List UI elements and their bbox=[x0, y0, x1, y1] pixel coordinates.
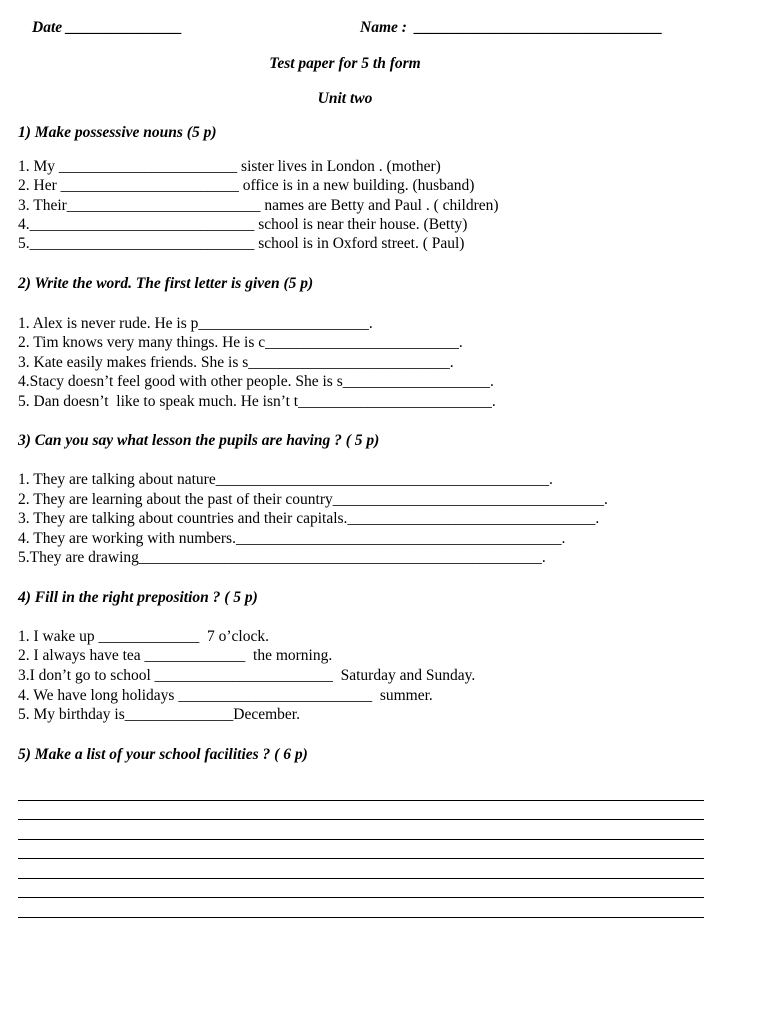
section-1-heading: 1) Make possessive nouns (5 p) bbox=[18, 124, 217, 141]
section-1-item-5: 5._____________________________ school is in Oxford street. ( Paul) bbox=[18, 235, 465, 252]
section-4-item-5: 5. My birthday is______________December. bbox=[18, 706, 300, 723]
section-2-item-4: 4.Stacy doesn’t feel good with other people. She is s___________________. bbox=[18, 373, 494, 390]
section-4-heading: 4) Fill in the right preposition ? ( 5 p) bbox=[18, 589, 258, 606]
answer-line bbox=[18, 839, 704, 840]
section-3-item-4: 4. They are working with numbers.__________________________________________. bbox=[18, 530, 566, 547]
section-4-item-4: 4. We have long holidays _________________________ summer. bbox=[18, 687, 433, 704]
section-2-item-2: 2. Tim knows very many things. He is c_________________________. bbox=[18, 334, 463, 351]
section-3-heading: 3) Can you say what lesson the pupils are having ? ( 5 p) bbox=[18, 432, 380, 449]
section-4-item-1: 1. I wake up _____________ 7 o’clock. bbox=[18, 628, 269, 645]
page-title: Test paper for 5 th form bbox=[269, 55, 421, 72]
section-2-item-1: 1. Alex is never rude. He is p______________________. bbox=[18, 315, 373, 332]
section-4-item-3: 3.I don’t go to school _______________________ Saturday and Sunday. bbox=[18, 667, 476, 684]
answer-line bbox=[18, 858, 704, 859]
section-3-item-3: 3. They are talking about countries and their capitals.________________________________. bbox=[18, 510, 600, 527]
section-3-item-2: 2. They are learning about the past of their country___________________________________. bbox=[18, 491, 608, 508]
section-3-item-1: 1. They are talking about nature___________________________________________. bbox=[18, 471, 553, 488]
answer-line bbox=[18, 800, 704, 801]
answer-line bbox=[18, 897, 704, 898]
section-3-item-5: 5.They are drawing____________________________________________________. bbox=[18, 549, 546, 566]
section-1-item-2: 2. Her _______________________ office is in a new building. (husband) bbox=[18, 177, 475, 194]
section-2-item-5: 5. Dan doesn’t like to speak much. He isn’t t_________________________. bbox=[18, 393, 496, 410]
section-1-item-3: 3. Their_________________________ names are Betty and Paul . ( children) bbox=[18, 197, 499, 214]
answer-line bbox=[18, 917, 704, 918]
name-field: Name : ________________________________ bbox=[360, 19, 663, 36]
date-field: Date _______________ bbox=[32, 19, 183, 36]
page-subtitle: Unit two bbox=[317, 90, 373, 107]
answer-line bbox=[18, 819, 704, 820]
section-5-heading: 5) Make a list of your school facilities ? ( 6 p) bbox=[18, 746, 308, 763]
section-1-item-4: 4._____________________________ school is near their house. (Betty) bbox=[18, 216, 468, 233]
answer-line bbox=[18, 878, 704, 879]
section-4-item-2: 2. I always have tea _____________ the morning. bbox=[18, 647, 333, 664]
section-2-item-3: 3. Kate easily makes friends. She is s__________________________. bbox=[18, 354, 454, 371]
section-1-item-1: 1. My _______________________ sister lives in London . (mother) bbox=[18, 158, 441, 175]
section-2-heading: 2) Write the word. The first letter is given (5 p) bbox=[18, 275, 314, 292]
